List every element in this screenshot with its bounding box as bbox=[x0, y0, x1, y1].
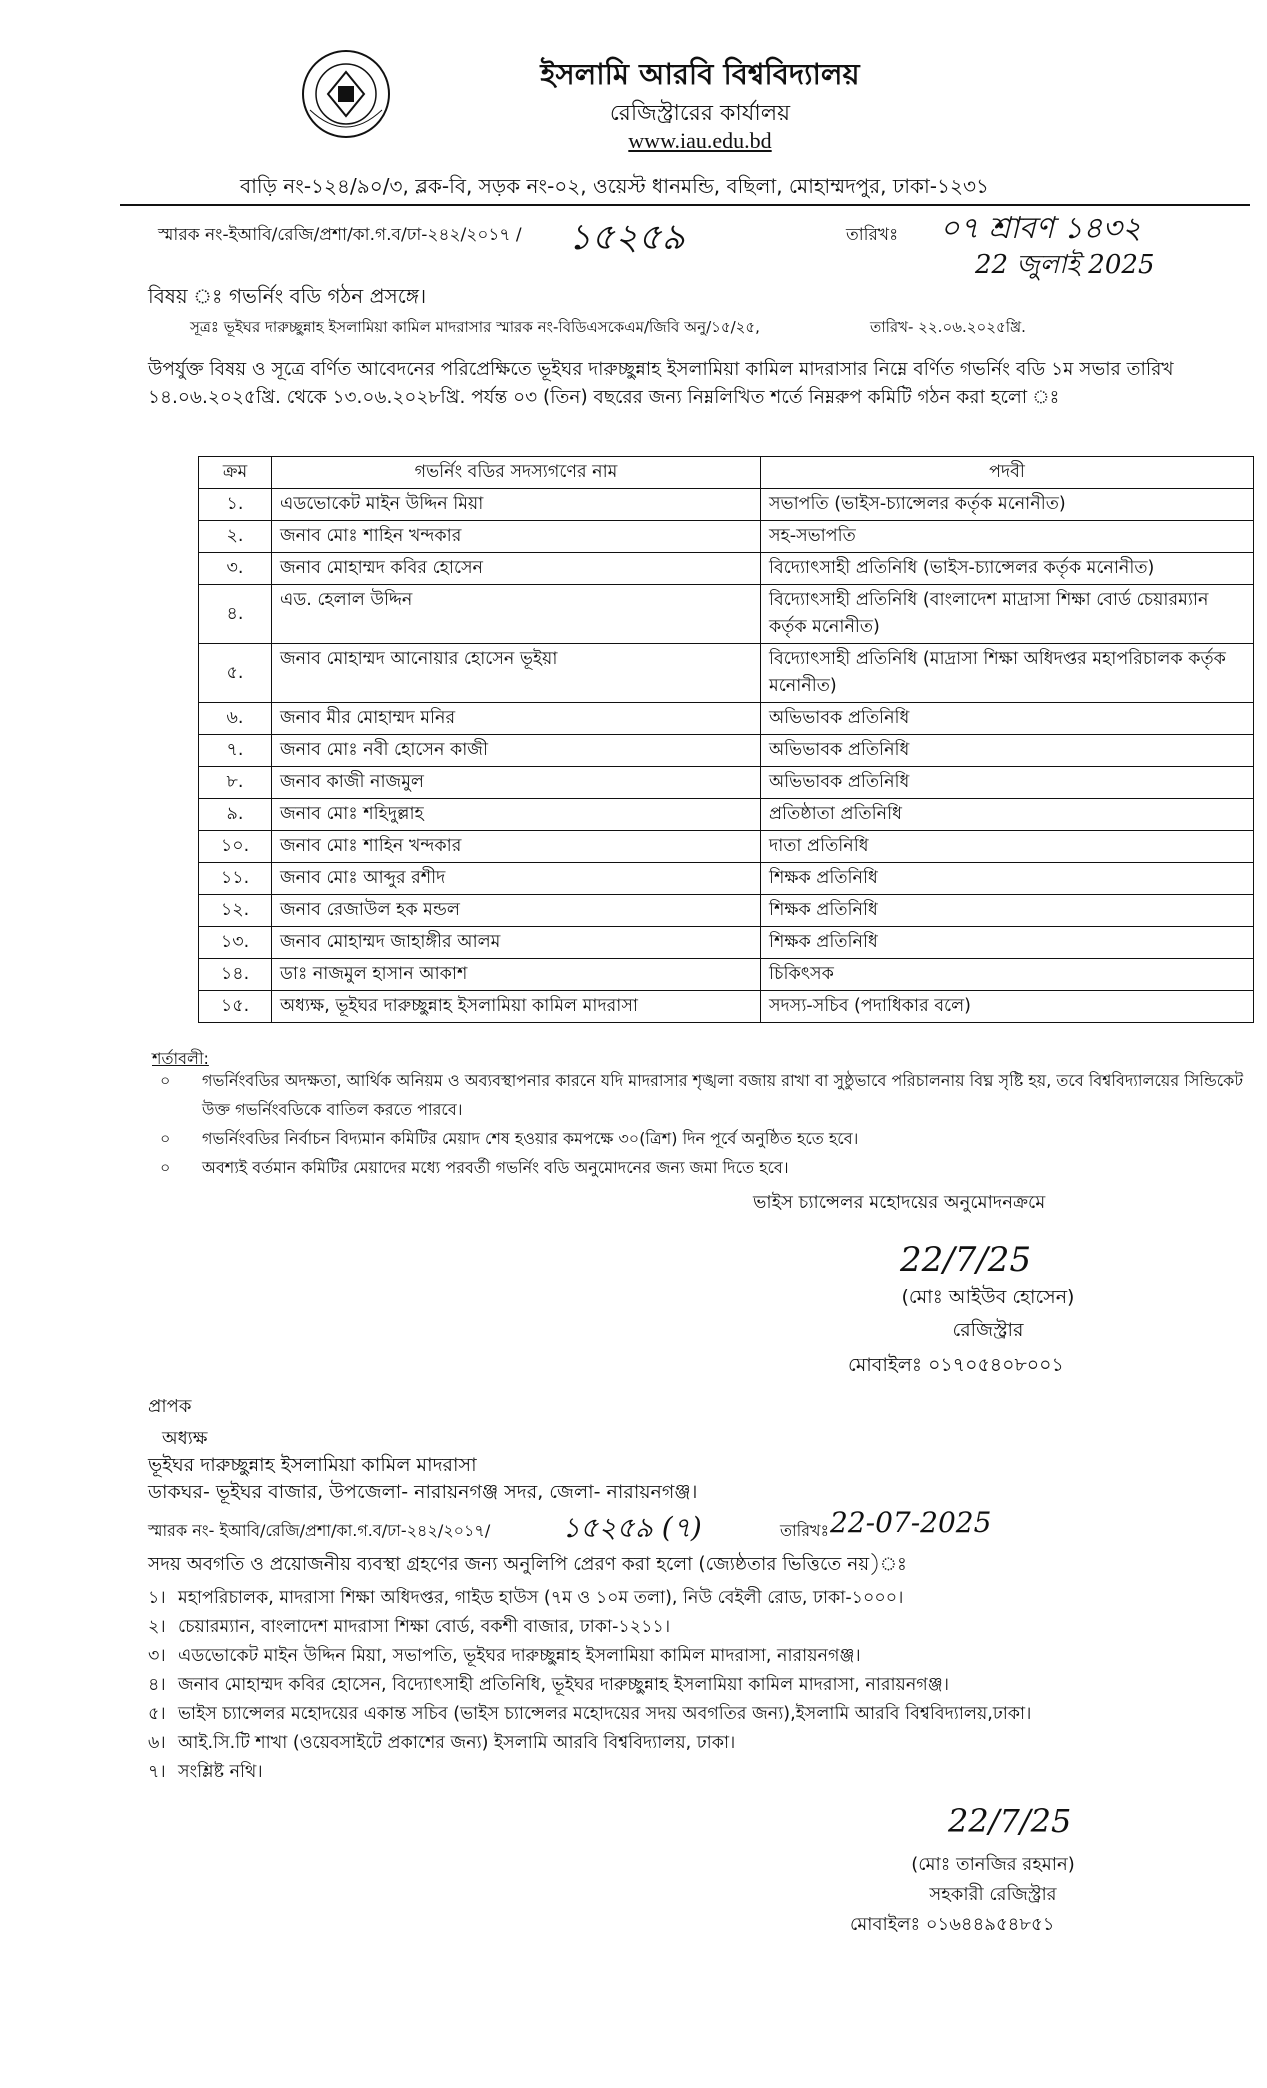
list-item bbox=[148, 1613, 1258, 1642]
office-name: রেজিস্ট্রারের কার্যালয় bbox=[609, 101, 791, 126]
copy-intro: সদয় অবগতি ও প্রয়োজনীয় ব্যবস্থা গ্রহণের জন্য অনুলিপি প্রেরণ করা হলো (জ্যেষ্ঠতার ভিত্তিতে নয়)ঃ bbox=[148, 1554, 907, 1575]
row-member-name: জনাব কাজী নাজমুল bbox=[272, 767, 761, 799]
row-serial: ৫. bbox=[199, 644, 272, 703]
list-number: ৫। bbox=[148, 1704, 166, 1724]
copy-recipient-list bbox=[148, 1584, 1258, 1787]
condition-item bbox=[160, 1066, 1260, 1124]
row-position: অভিভাবক প্রতিনিধি bbox=[761, 735, 1254, 767]
list-number: ১। bbox=[148, 1588, 166, 1608]
row-member-name: জনাব মোঃ শাহিন খন্দকার bbox=[272, 831, 761, 863]
university-logo-icon bbox=[300, 48, 392, 140]
table-row bbox=[199, 831, 1254, 863]
row-serial: ১৪. bbox=[199, 959, 272, 991]
row-serial: ৮. bbox=[199, 767, 272, 799]
row-member-name: এডভোকেট মাইন উদ্দিন মিয়া bbox=[272, 489, 761, 521]
row-member-name: অধ্যক্ষ, ভূইঘর দারুচ্ছুন্নাহ ইসলামিয়া কামিল মাদরাসা bbox=[272, 991, 761, 1023]
row-member-name: জনাব মোহাম্মদ জাহাঙ্গীর আলম bbox=[272, 927, 761, 959]
list-item bbox=[148, 1584, 1258, 1613]
row-serial: ৭. bbox=[199, 735, 272, 767]
memo-date-label: তারিখঃ bbox=[846, 225, 899, 245]
copy-memo-date: 22-07-2025 bbox=[830, 1506, 992, 1539]
table-header-row bbox=[199, 457, 1254, 489]
list-number: ৩। bbox=[148, 1646, 166, 1666]
list-item bbox=[148, 1729, 1258, 1758]
conditions-title: শর্তাবলী: bbox=[152, 1049, 209, 1068]
registrar-signature: 22/7/25 bbox=[900, 1240, 1032, 1280]
list-text: ভাইস চ্যান্সেলর মহোদয়ের একান্ত সচিব (ভাইস চ্যান্সেলর মহোদয়ের সদয় অবগতির জন্য),ইসলামি আরবি বিশ্ববিদ্যালয়,ঢাকা। bbox=[178, 1704, 1032, 1724]
condition-text: অবশ্যই বর্তমান কমিটির মেয়াদের মধ্যে পরবর্তী গভর্নিং বডি অনুমোদনের জন্য জমা দিতে হবে। bbox=[202, 1158, 789, 1177]
list-text: জনাব মোহাম্মদ কবির হোসেন, বিদ্যোৎসাহী প্রতিনিধি, ভূইঘর দারুচ্ছুন্নাহ ইসলামিয়া কামিল মাদরাসা, নারায়নগঞ্জ। bbox=[178, 1675, 949, 1695]
assistant-registrar-mobile: মোবাইলঃ ০১৬৪৪৯৫৪৮৫১ bbox=[850, 1914, 1055, 1935]
row-member-name: জনাব মোহাম্মদ কবির হোসেন bbox=[272, 553, 761, 585]
list-number: ৪। bbox=[148, 1675, 166, 1695]
list-text: এডভোকেট মাইন উদ্দিন মিয়া, সভাপতি, ভূইঘর দারুচ্ছুন্নাহ ইসলামিয়া কামিল মাদরাসা, নারায়নগঞ্জ। bbox=[178, 1646, 861, 1666]
table-row bbox=[199, 991, 1254, 1023]
row-member-name: জনাব মোঃ নবী হোসেন কাজী bbox=[272, 735, 761, 767]
list-number: ৭। bbox=[148, 1762, 166, 1782]
list-item bbox=[148, 1758, 1258, 1787]
row-member-name: জনাব মীর মোহাম্মদ মনির bbox=[272, 703, 761, 735]
row-serial: ১২. bbox=[199, 895, 272, 927]
table-row bbox=[199, 959, 1254, 991]
condition-text: গভর্নিংবডির অদক্ষতা, আর্থিক অনিয়ম ও অব্যবস্থাপনার কারনে যদি মাদরাসার শৃঙ্খলা বজায় রাখা বা সুষ্ঠুভাবে পরিচালনায় বিঘ্ন সৃষ্টি হয়, তবে বিশ্ববিদ্যালয়ের সিন্ডিকেট উক্ত গভর্নিংবডিকে বাতিল করতে পারবে। bbox=[202, 1071, 1244, 1119]
table-row bbox=[199, 489, 1254, 521]
memo-ref-label: স্মারক নং-ইআবি/রেজি/প্রশা/কা.গ.ব/ঢা-২৪২/২০১৭ / bbox=[158, 225, 522, 245]
row-serial: ৬. bbox=[199, 703, 272, 735]
table-row bbox=[199, 585, 1254, 644]
row-member-name: জনাব মোঃ শাহিন খন্দকার bbox=[272, 521, 761, 553]
condition-item bbox=[160, 1124, 1260, 1153]
row-serial: ৩. bbox=[199, 553, 272, 585]
row-position: প্রতিষ্ঠাতা প্রতিনিধি bbox=[761, 799, 1254, 831]
row-serial: ১. bbox=[199, 489, 272, 521]
source-date: তারিখ- ২২.০৬.২০২৫খ্রি. bbox=[870, 318, 1026, 336]
assistant-registrar-signature: 22/7/25 bbox=[948, 1802, 1072, 1840]
memo-date-english: 22 জুলাই 2025 bbox=[975, 250, 1155, 280]
row-member-name: জনাব মোঃ শহিদুল্লাহ bbox=[272, 799, 761, 831]
bullet-icon: ০ bbox=[160, 1129, 171, 1148]
list-number: ৬। bbox=[148, 1733, 166, 1753]
table-row bbox=[199, 553, 1254, 585]
header-member-name: গভর্নিং বডির সদস্যগণের নাম bbox=[272, 457, 761, 489]
memo-ref-number: ১৫২৫৯ bbox=[568, 217, 685, 258]
condition-text: গভর্নিংবডির নির্বাচন বিদ্যমান কমিটির মেয়াদ শেষ হওয়ার কমপক্ষে ৩০(ত্রিশ) দিন পূর্বে অনুষ্ঠিত হতে হবে। bbox=[202, 1129, 859, 1148]
row-position: বিদ্যোৎসাহী প্রতিনিধি (মাদ্রাসা শিক্ষা অধিদপ্তর মহাপরিচালক কর্তৃক মনোনীত) bbox=[761, 644, 1254, 703]
row-serial: ১৩. bbox=[199, 927, 272, 959]
row-member-name: ডাঃ নাজমুল হাসান আকাশ bbox=[272, 959, 761, 991]
row-serial: ১৫. bbox=[199, 991, 272, 1023]
registrar-mobile: মোবাইলঃ ০১৭০৫৪০৮০০১ bbox=[848, 1354, 1064, 1376]
registrar-title: রেজিস্ট্রার bbox=[952, 1319, 1024, 1341]
assistant-registrar-title: সহকারী রেজিস্ট্রার bbox=[929, 1884, 1057, 1905]
list-text: মহাপরিচালক, মাদরাসা শিক্ষা অধিদপ্তর, গাইড হাউস (৭ম ও ১০ম তলা), নিউ বেইলী রোড, ঢাকা-১০০০। bbox=[178, 1588, 904, 1608]
subject-line: বিষয় ঃ গভর্নিং বডি গঠন প্রসঙ্গে। bbox=[148, 284, 427, 308]
row-position: দাতা প্রতিনিধি bbox=[761, 831, 1254, 863]
list-text: সংশ্লিষ্ট নথি। bbox=[178, 1762, 263, 1782]
table-row bbox=[199, 735, 1254, 767]
header-position: পদবী bbox=[761, 457, 1254, 489]
row-serial: ১০. bbox=[199, 831, 272, 863]
source-reference: সূত্রঃ ভূইঘর দারুচ্ছুন্নাহ ইসলামিয়া কামিল মাদরাসার স্মারক নং-বিডিএসকেএম/জিবি অনু/১৫/২৫, bbox=[190, 318, 760, 336]
table-row bbox=[199, 927, 1254, 959]
table-row bbox=[199, 767, 1254, 799]
bullet-icon: ০ bbox=[160, 1071, 171, 1090]
row-position: শিক্ষক প্রতিনিধি bbox=[761, 863, 1254, 895]
row-position: চিকিৎসক bbox=[761, 959, 1254, 991]
row-serial: ৯. bbox=[199, 799, 272, 831]
row-serial: ৪. bbox=[199, 585, 272, 644]
list-item bbox=[148, 1642, 1258, 1671]
condition-item bbox=[160, 1153, 1260, 1182]
list-text: চেয়ারম্যান, বাংলাদেশ মাদরাসা শিক্ষা বোর্ড, বকশী বাজার, ঢাকা-১২১১। bbox=[178, 1617, 671, 1637]
intro-paragraph: উপর্যুক্ত বিষয় ও সূত্রে বর্ণিত আবেদনের পরিপ্রেক্ষিতে ভূইঘর দারুচ্ছুন্নাহ ইসলামিয়া কামিল মাদরাসার নিম্নে বর্ণিত গভর্নিং বডি ১ম সভার তারিখ ১৪.০৬.২০২৫খ্রি. থেকে ১৩.০৬.২০২৮খ্রি. পর্যন্ত ০৩ (তিন) বছরের জন্য নিম্নলিখিত শর্তে নিম্নরুপ কমিটি গঠন করা হলো ঃ bbox=[148, 359, 1174, 408]
row-position: শিক্ষক প্রতিনিধি bbox=[761, 927, 1254, 959]
row-member-name: এড. হেলাল উদ্দিন bbox=[272, 585, 761, 644]
table-row bbox=[199, 799, 1254, 831]
list-item bbox=[148, 1700, 1258, 1729]
row-member-name: জনাব রেজাউল হক মন্ডল bbox=[272, 895, 761, 927]
table-row bbox=[199, 863, 1254, 895]
row-position: বিদ্যোৎসাহী প্রতিনিধি (ভাইস-চ্যান্সেলর কর্তৃক মনোনীত) bbox=[761, 553, 1254, 585]
table-row bbox=[199, 895, 1254, 927]
recipient-institution: ভূইঘর দারুচ্ছুন্নাহ ইসলামিয়া কামিল মাদরাসা bbox=[148, 1454, 477, 1476]
recipient-label: প্রাপক bbox=[148, 1396, 192, 1417]
table-row bbox=[199, 644, 1254, 703]
list-item bbox=[148, 1671, 1258, 1700]
row-position: বিদ্যোৎসাহী প্রতিনিধি (বাংলাদেশ মাদ্রাসা শিক্ষা বোর্ড চেয়ারম্যান কর্তৃক মনোনীত) bbox=[761, 585, 1254, 644]
row-member-name: জনাব মোঃ আব্দুর রশীদ bbox=[272, 863, 761, 895]
row-position: সভাপতি (ভাইস-চ্যান্সেলর কর্তৃক মনোনীত) bbox=[761, 489, 1254, 521]
website-link[interactable]: www.iau.edu.bd bbox=[628, 128, 772, 153]
vc-approval-line: ভাইস চ্যান্সেলর মহোদয়ের অনুমোদনক্রমে bbox=[753, 1192, 1046, 1213]
copy-memo-ref-number: ১৫২৫৯ (৭) bbox=[562, 1511, 702, 1544]
memo-date-bangla: ০৭ শ্রাবণ ১৪৩২ bbox=[940, 211, 1142, 246]
row-serial: ১১. bbox=[199, 863, 272, 895]
assistant-registrar-name: (মোঃ তানজির রহমান) bbox=[911, 1854, 1075, 1875]
university-name: ইসলামি আরবি বিশ্ববিদ্যালয় bbox=[540, 57, 860, 91]
row-position: অভিভাবক প্রতিনিধি bbox=[761, 703, 1254, 735]
row-position: অভিভাবক প্রতিনিধি bbox=[761, 767, 1254, 799]
conditions-list bbox=[160, 1066, 1260, 1182]
table-row bbox=[199, 521, 1254, 553]
bullet-icon: ০ bbox=[160, 1158, 171, 1177]
recipient-address: ডাকঘর- ভূইঘর বাজার, উপজেলা- নারায়নগঞ্জ সদর, জেলা- নারায়নগঞ্জ। bbox=[148, 1481, 698, 1503]
recipient-designation: অধ্যক্ষ bbox=[162, 1428, 208, 1449]
row-position: সদস্য-সচিব (পদাধিকার বলে) bbox=[761, 991, 1254, 1023]
office-address: বাড়ি নং-১২৪/৯০/৩, ব্লক-বি, সড়ক নং-০২, ওয়েস্ট ধানমন্ডি, বছিলা, মোহাম্মদপুর, ঢাকা-১২৩১ bbox=[240, 174, 989, 198]
list-number: ২। bbox=[148, 1617, 166, 1637]
header-serial: ক্রম bbox=[199, 457, 272, 489]
committee-table bbox=[198, 456, 1254, 1023]
registrar-name: (মোঃ আইউব হোসেন) bbox=[901, 1286, 1075, 1308]
row-member-name: জনাব মোহাম্মদ আনোয়ার হোসেন ভূইয়া bbox=[272, 644, 761, 703]
list-text: আই.সি.টি শাখা (ওয়েবসাইটে প্রকাশের জন্য) ইসলামি আরবি বিশ্ববিদ্যালয়, ঢাকা। bbox=[178, 1733, 736, 1753]
row-serial: ২. bbox=[199, 521, 272, 553]
copy-memo-ref-label: স্মারক নং- ইআবি/রেজি/প্রশা/কা.গ.ব/ঢা-২৪২/২০১৭/ bbox=[148, 1521, 491, 1540]
table-row bbox=[199, 703, 1254, 735]
row-position: শিক্ষক প্রতিনিধি bbox=[761, 895, 1254, 927]
row-position: সহ-সভাপতি bbox=[761, 521, 1254, 553]
copy-memo-date-label: তারিখঃ bbox=[780, 1521, 830, 1540]
